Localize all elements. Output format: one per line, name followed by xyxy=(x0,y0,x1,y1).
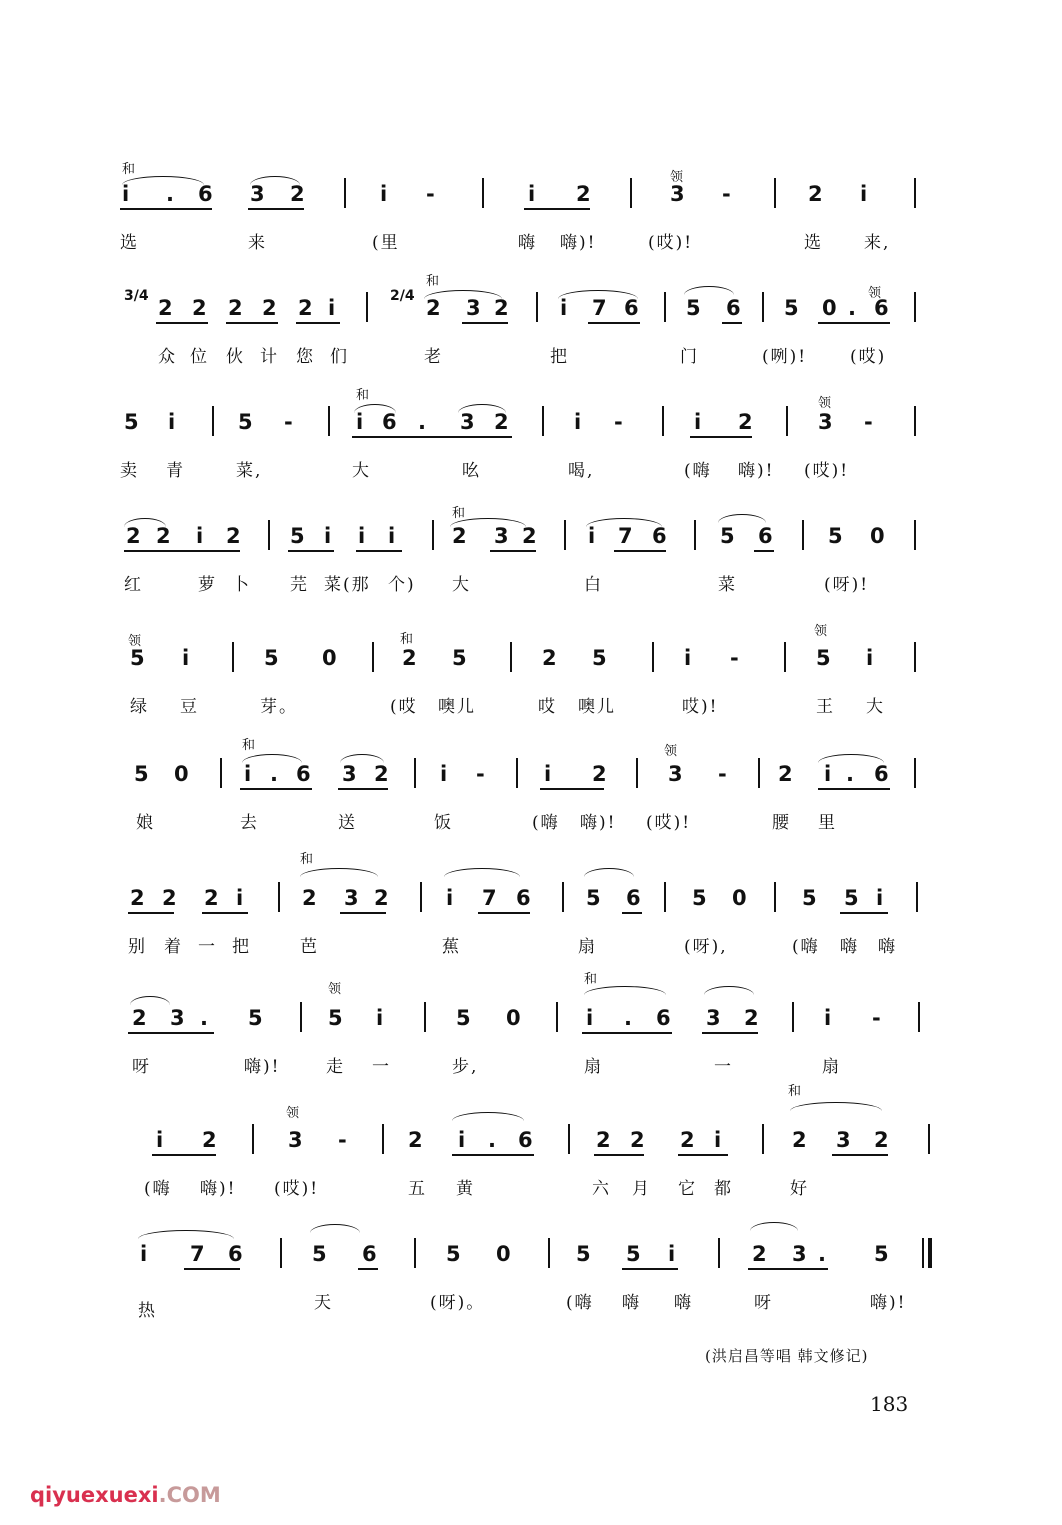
score-system-7 xyxy=(118,852,930,982)
notation-line: 3/4 2 2 2 2 2 i 2/4 2 3 2 i 7 6 5 6 5 0 . 6 xyxy=(118,274,930,334)
lyrics-line: 呀 嗨)! 走 一 步, 扇 一 扇 xyxy=(132,1057,841,1077)
lyrics-line: 别 着 一 把 芭 蕉 扇 (呀), (嗨 嗨 嗨 xyxy=(128,937,897,957)
notation-line: 5 i 5 - i 6 . 3 2 i - i 2 3 - xyxy=(118,388,930,448)
mark-ling: 领 xyxy=(868,286,882,301)
mark-he: 和 xyxy=(356,388,370,403)
score-system-3 xyxy=(118,388,930,506)
score-system-4 xyxy=(118,502,930,620)
mark-ling: 领 xyxy=(670,170,684,185)
mark-ling: 领 xyxy=(818,396,832,411)
notation-line: 2 2 i 2 5 i i i 2 3 2 i 7 6 5 6 5 0 xyxy=(118,502,930,562)
notation-line: i . 6 3 2 i - i 2 3 - 2 i xyxy=(118,160,930,220)
score-system-8 xyxy=(118,972,930,1102)
mark-he: 和 xyxy=(242,738,256,753)
credit-line: (洪启昌等唱 韩文修记) xyxy=(705,1347,869,1365)
notation-line: 5 i 5 0 2 5 2 5 i - 5 i xyxy=(118,624,930,684)
mark-he: 和 xyxy=(584,972,598,987)
mark-he: 和 xyxy=(788,1084,802,1099)
lyrics-line: 热 天 (呀)。 (嗨 嗨 嗨 呀 嗨)! xyxy=(138,1293,907,1321)
score-system-6 xyxy=(118,740,930,858)
time-sig-3-4: 3/4 xyxy=(124,288,149,304)
score-system-10 xyxy=(118,1220,930,1338)
lyrics-line: 娘 去 送 饭 (嗨 嗨)! (哎)! 腰 里 xyxy=(136,813,837,833)
lyrics-line: 红 萝 卜 芫 菜(那 个) 大 白 菜 (呀)! xyxy=(124,575,870,595)
page-number: 183 xyxy=(870,1392,909,1416)
lyrics-line: 卖 青 菜, 大 吆 喝, (嗨 嗨)! (哎)! xyxy=(120,461,850,481)
mark-he: 和 xyxy=(426,274,440,289)
score-system-9 xyxy=(118,1084,930,1224)
lyrics-line: 选 来 (里 嗨 嗨)! (哎)! 选 来, xyxy=(120,233,891,253)
mark-ling: 领 xyxy=(328,982,342,997)
notation-line: i 2 3 - 2 i . 6 2 2 2 i 2 3 2 xyxy=(118,1106,930,1166)
score-system-5 xyxy=(118,624,930,742)
lyrics-line: (嗨 嗨)! (哎)! 五 黄 六 月 它 都 好 xyxy=(144,1179,809,1199)
lyrics-line: 绿 豆 芽。 (哎 噢儿 哎 噢儿 哎)! 王 大 xyxy=(130,697,885,717)
notation-line: 5 0 i . 6 3 2 i - i 2 3 - 2 i . 6 xyxy=(118,740,930,800)
notation-line: 2 2 2 i 2 3 2 i 7 6 5 6 5 0 5 5 i xyxy=(118,864,930,924)
mark-he: 和 xyxy=(122,162,136,177)
mark-ling: 领 xyxy=(664,744,678,759)
watermark-text: qiyuexuexi xyxy=(30,1483,159,1507)
notation-line: i 7 6 5 6 5 0 5 5 i 2 3 . 5 xyxy=(118,1220,930,1280)
score-system-2 xyxy=(118,274,930,392)
mark-he: 和 xyxy=(452,506,466,521)
mark-he: 和 xyxy=(300,852,314,867)
mark-ling: 领 xyxy=(128,634,142,649)
notation-line: 2 3 . 5 5 i 5 0 i . 6 3 2 i - xyxy=(118,984,930,1044)
time-sig-2-4: 2/4 xyxy=(390,288,415,304)
mark-ling: 领 xyxy=(814,624,828,639)
lyrics-line: 众 位 伙 计 您 们 老 把 门 (咧)! (哎) xyxy=(158,347,887,367)
mark-he: 和 xyxy=(400,632,414,647)
mark-ling: 领 xyxy=(286,1106,300,1121)
watermark-suffix: .COM xyxy=(158,1483,221,1507)
score-system-1 xyxy=(118,160,930,278)
site-watermark xyxy=(30,1483,221,1507)
